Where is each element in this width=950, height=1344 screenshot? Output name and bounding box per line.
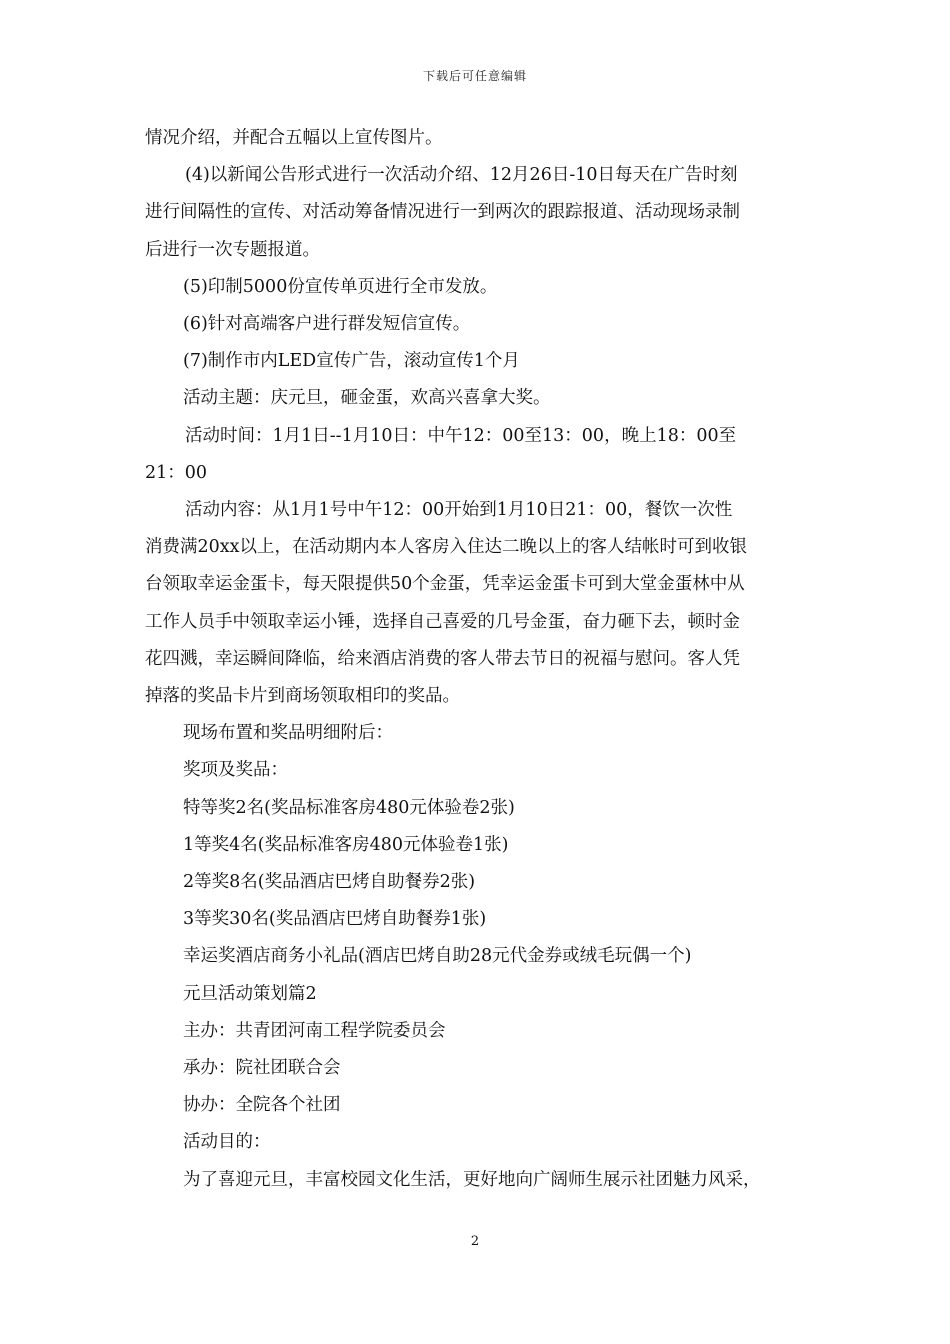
page-number: 2 [470, 1234, 480, 1249]
page-header: 下载后可任意编辑 [422, 69, 527, 83]
paragraph-line: 后进行一次专题报道。 [145, 239, 320, 260]
paragraph-line: 台领取幸运金蛋卡，每天限提供50个金蛋，凭幸运金蛋卡可到大堂金蛋林中从 [145, 574, 745, 595]
paragraph-line: 幸运奖酒店商务小礼品(酒店巴烤自助28元代金券或绒毛玩偶一个) [183, 946, 692, 967]
paragraph-line: 2等奖8名(奖品酒店巴烤自助餐券2张) [183, 872, 476, 893]
paragraph-line: 花四溅，幸运瞬间降临，给来酒店消费的客人带去节日的祝福与慰问。客人凭 [145, 648, 740, 669]
paragraph-line: 现场布置和奖品明细附后： [183, 723, 393, 744]
paragraph-line: 活动主题：庆元旦，砸金蛋，欢高兴喜拿大奖。 [183, 388, 551, 409]
document-body [145, 120, 805, 1199]
paragraph-line: 3等奖30名(奖品酒店巴烤自助餐券1张) [183, 909, 487, 930]
paragraph-line: 奖项及奖品： [183, 760, 288, 781]
paragraph-line: 元旦活动策划篇2 [183, 983, 317, 1004]
paragraph-line: 工作人员手中领取幸运小锤，选择自己喜爱的几号金蛋，奋力砸下去，顿时金 [145, 611, 740, 632]
paragraph-line: 21：00 [145, 462, 208, 483]
paragraph-line: 进行间隔性的宣传、对活动筹备情况进行一到两次的跟踪报道、活动现场录制 [145, 202, 740, 223]
paragraph-line: 1等奖4名(奖品标准客房480元体验卷1张) [183, 834, 509, 855]
paragraph-line: 消费满20xx以上，在活动期内本人客房入住达二晚以上的客人结帐时可到收银 [145, 537, 748, 558]
paragraph-line: 特等奖2名(奖品标准客房480元体验卷2张) [183, 797, 515, 818]
paragraph-line: (5)印制5000份宣传单页进行全市发放。 [183, 276, 498, 297]
paragraph-line: 情况介绍，并配合五幅以上宣传图片。 [145, 128, 443, 148]
paragraph-line: 协办：全院各个社团 [183, 1095, 341, 1116]
paragraph-line: 承办：院社团联合会 [183, 1058, 341, 1079]
paragraph-line: 活动时间：1月1日--1月10日：中午12：00至13：00，晚上18：00至 [185, 425, 737, 446]
paragraph-line: (6)针对高端客户进行群发短信宣传。 [183, 314, 471, 335]
paragraph-line: (4)以新闻公告形式进行一次活动介绍、12月26日-10日每天在广告时刻 [185, 165, 738, 186]
paragraph-line: 活动目的： [183, 1132, 271, 1153]
paragraph-line: 活动内容：从1月1号中午12：00开始到1月10日21：00，餐饮一次性 [185, 500, 733, 521]
paragraph-line: (7)制作市内LED宣传广告，滚动宣传1个月 [183, 351, 520, 372]
paragraph-line: 掉落的奖品卡片到商场领取相印的奖品。 [145, 686, 460, 707]
paragraph-line: 为了喜迎元旦，丰富校园文化生活，更好地向广阔师生展示社团魅力风采， [183, 1169, 761, 1190]
paragraph-line: 主办：共青团河南工程学院委员会 [183, 1020, 446, 1041]
